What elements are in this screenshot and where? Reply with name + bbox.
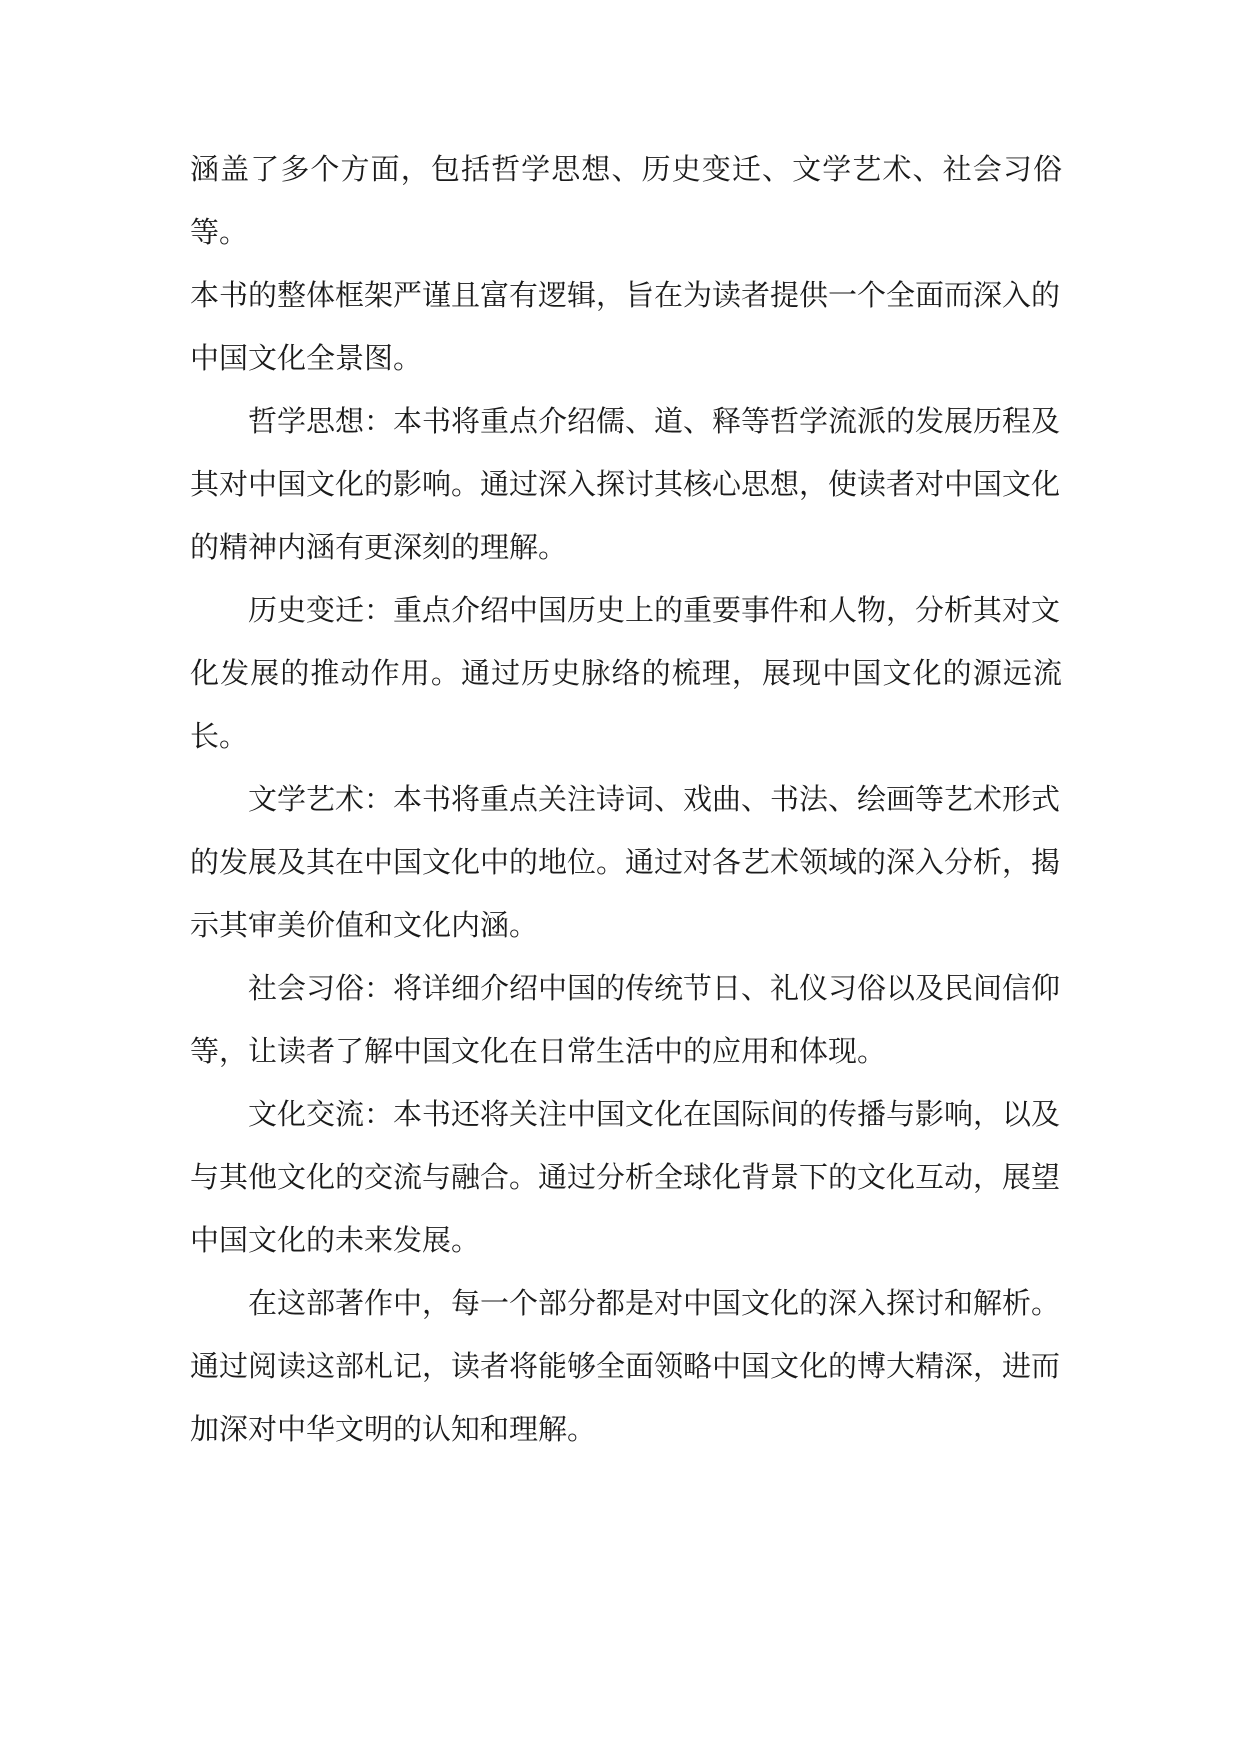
text-line: 加深对中华文明的认知和理解。	[190, 1412, 597, 1446]
text-line: 通过阅读这部札记，读者将能够全面领略中国文化的博大精深，进而	[190, 1349, 1061, 1383]
text-line: 等，让读者了解中国文化在日常生活中的应用和体现。	[190, 1034, 887, 1068]
text-line: 化发展的推动作用。通过历史脉络的梳理，展现中国文化的源远流长。	[190, 656, 1062, 753]
text-line: 本书的整体框架严谨且富有逻辑，旨在为读者提供一个全面而深入的	[190, 278, 1061, 312]
text-line: 历史变迁：重点介绍中国历史上的重要事件和人物，分析其对文	[248, 593, 1061, 627]
text-line: 中国文化的未来发展。	[190, 1223, 481, 1257]
paragraph-literature-art	[190, 768, 1062, 957]
paragraph-scope	[190, 138, 1062, 390]
text-line: 中国文化全景图。	[190, 341, 423, 375]
paragraph-history	[190, 579, 1062, 768]
text-line: 与其他文化的交流与融合。通过分析全球化背景下的文化互动，展望	[190, 1160, 1061, 1194]
paragraph-philosophy	[190, 390, 1062, 579]
text-line: 示其审美价值和文化内涵。	[190, 908, 539, 942]
text-line: 的发展及其在中国文化中的地位。通过对各艺术领域的深入分析，揭	[190, 845, 1061, 879]
text-line: 哲学思想：本书将重点介绍儒、道、释等哲学流派的发展历程及	[248, 404, 1061, 438]
text-line: 在这部著作中，每一个部分都是对中国文化的深入探讨和解析。	[248, 1286, 1061, 1320]
text-line: 文化交流：本书还将关注中国文化在国际间的传播与影响，以及	[248, 1097, 1061, 1131]
text-line: 其对中国文化的影响。通过深入探讨其核心思想，使读者对中国文化	[190, 467, 1061, 501]
paragraph-customs	[190, 957, 1062, 1083]
body-text	[190, 138, 1062, 1461]
text-line: 文学艺术：本书将重点关注诗词、戏曲、书法、绘画等艺术形式	[248, 782, 1061, 816]
text-line: 的精神内涵有更深刻的理解。	[190, 530, 568, 564]
text-line: 涵盖了多个方面，包括哲学思想、历史变迁、文学艺术、社会习俗等。	[190, 152, 1062, 249]
paragraph-exchange	[190, 1083, 1062, 1272]
paragraph-conclusion	[190, 1272, 1062, 1461]
text-line: 社会习俗：将详细介绍中国的传统节日、礼仪习俗以及民间信仰	[248, 971, 1061, 1005]
